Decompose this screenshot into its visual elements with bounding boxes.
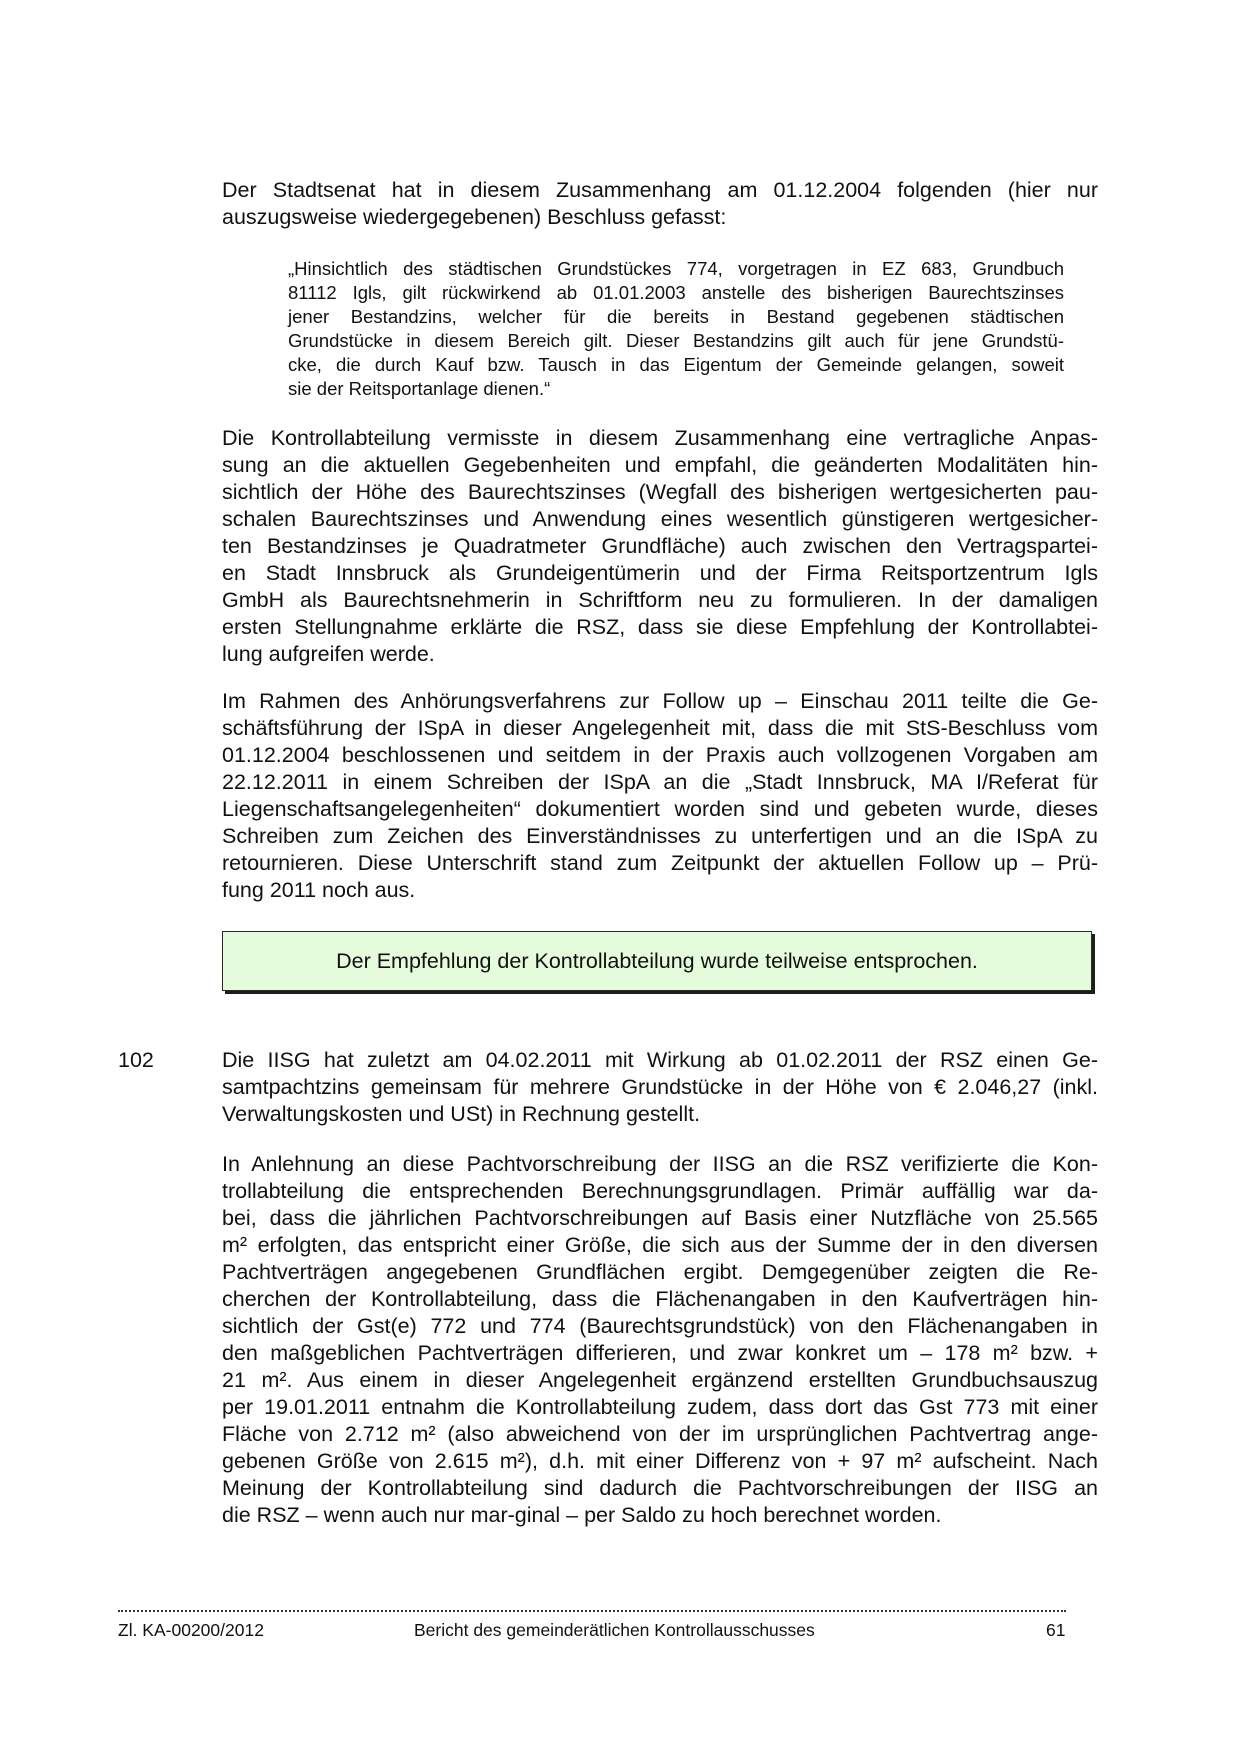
quote-line: jener Bestandzins, welcher für die bereits in Bestand gegebenen städtischen xyxy=(288,306,1064,327)
conclusion-box xyxy=(222,931,1092,991)
text-line: Im Rahmen des Anhörungsverfahrens zur Follow up – Einschau 2011 teilte die Ge- xyxy=(222,689,1098,713)
quote-line: 81112 Igls, gilt rückwirkend ab 01.01.2003 anstelle des bisherigen Baurechtszinses xyxy=(288,282,1064,303)
text-line: Die Kontrollabteilung vermisste in diesem Zusammenhang eine vertragliche Anpas- xyxy=(222,426,1098,450)
text-line: sung an die aktuellen Gegebenheiten und empfahl, die geänderten Modalitäten hin- xyxy=(222,453,1098,477)
text-line: ten Bestandzinses je Quadratmeter Grundfläche) auch zwischen den Vertragspartei- xyxy=(222,534,1098,558)
quote-line: „Hinsichtlich des städtischen Grundstückes 774, vorgetragen in EZ 683, Grundbuch xyxy=(288,258,1064,279)
section-number: 102 xyxy=(118,1048,154,1072)
text-line: In Anlehnung an diese Pachtvorschreibung der IISG an die RSZ verifizierte die Kon- xyxy=(222,1152,1098,1176)
text-line: Schreiben zum Zeichen des Einverständnisses zu unterfertigen und an die ISpA zu xyxy=(222,824,1098,848)
text-line: schalen Baurechtszinses und Anwendung eines wesentlich günstigeren wertgesicher- xyxy=(222,507,1098,531)
text-line: 21 m². Aus einem in dieser Angelegenheit ergänzend erstellten Grundbuchsauszug xyxy=(222,1368,1098,1392)
text-line: gebenen Größe von 2.615 m²), d.h. mit einer Differenz von + 97 m² aufscheint. Nach xyxy=(222,1449,1098,1473)
text-line: per 19.01.2011 entnahm die Kontrollabteilung zudem, dass dort das Gst 773 mit einer xyxy=(222,1395,1098,1419)
text-line: schäftsführung der ISpA in dieser Angelegenheit mit, dass die mit StS-Beschluss vom xyxy=(222,716,1098,740)
footer-report-title: Bericht des gemeinderätlichen Kontrollausschusses xyxy=(414,1620,815,1640)
quote-line: sie der Reitsportanlage dienen.“ xyxy=(288,378,551,399)
text-line: Meinung der Kontrollabteilung sind dadurch die Pachtvorschreibungen der IISG an xyxy=(222,1476,1098,1500)
text-line: Fläche von 2.712 m² (also abweichend von der im ursprünglichen Pachtvertrag ange- xyxy=(222,1422,1098,1446)
quote-line: cke, die durch Kauf bzw. Tausch in das Eigentum der Gemeinde gelangen, soweit xyxy=(288,354,1064,375)
footer-document-id: Zl. KA-00200/2012 xyxy=(118,1620,264,1640)
quote-line: Grundstücke in diesem Bereich gilt. Dieser Bestandzins gilt auch für jene Grundstü- xyxy=(288,330,1064,351)
text-line: fung 2011 noch aus. xyxy=(222,878,416,902)
paragraph-pachtvorschreibung xyxy=(222,1151,1098,1529)
text-line: 22.12.2011 in einem Schreiben der ISpA an die „Stadt Innsbruck, MA I/Referat für xyxy=(222,770,1098,794)
text-line: en Stadt Innsbruck als Grundeigentümerin und der Firma Reitsportzentrum Igls xyxy=(222,561,1098,585)
text-line: bei, dass die jährlichen Pachtvorschreibungen auf Basis einer Nutzfläche von 25.565 xyxy=(222,1206,1098,1230)
text-line: sichtlich der Höhe des Baurechtszinses (Wegfall des bisherigen wertgesicherten pau- xyxy=(222,480,1098,504)
text-line: Der Stadtsenat hat in diesem Zusammenhang am 01.12.2004 folgenden (hier nur xyxy=(222,178,1098,202)
quoted-resolution xyxy=(288,257,1064,401)
paragraph-gesamtpachtzins xyxy=(222,1047,1098,1128)
text-line: m² erfolgten, das entspricht einer Größe, die sich aus der Summe der in den diversen xyxy=(222,1233,1098,1257)
text-line: den maßgeblichen Pachtverträgen differieren, und zwar konkret um – 178 m² bzw. + xyxy=(222,1341,1098,1365)
paragraph-stadtsenat-beschluss xyxy=(222,177,1098,231)
footer-page-number: 61 xyxy=(1046,1620,1066,1640)
text-line: auszugsweise wiedergegebenen) Beschluss gefasst: xyxy=(222,205,727,229)
text-line: Die IISG hat zuletzt am 04.02.2011 mit Wirkung ab 01.02.2011 der RSZ einen Ge- xyxy=(222,1048,1098,1072)
text-line: Verwaltungskosten und USt) in Rechnung gestellt. xyxy=(222,1102,701,1126)
text-line: 01.12.2004 beschlossenen und seitdem in der Praxis auch vollzogenen Vorgaben am xyxy=(222,743,1098,767)
text-line: sichtlich der Gst(e) 772 und 774 (Baurechtsgrundstück) von den Flächenangaben in xyxy=(222,1314,1098,1338)
text-line: trollabteilung die entsprechenden Berechnungsgrundlagen. Primär auffällig war da- xyxy=(222,1179,1098,1203)
text-line: Pachtverträgen angegebenen Grundflächen ergibt. Demgegenüber zeigten die Re- xyxy=(222,1260,1098,1284)
text-line: die RSZ – wenn auch nur mar-ginal – per Saldo zu hoch berechnet worden. xyxy=(222,1503,942,1527)
conclusion-text: Der Empfehlung der Kontrollabteilung wurde teilweise entsprochen. xyxy=(336,948,978,973)
text-line: Liegenschaftsangelegenheiten“ dokumentiert worden sind und gebeten wurde, dieses xyxy=(222,797,1098,821)
text-line: lung aufgreifen werde. xyxy=(222,642,435,666)
paragraph-anhoerungsverfahren xyxy=(222,688,1098,904)
text-line: ersten Stellungnahme erklärte die RSZ, dass sie diese Empfehlung der Kontrollabtei- xyxy=(222,615,1098,639)
paragraph-kontrollabteilung-empfehlung xyxy=(222,425,1098,668)
text-line: samtpachtzins gemeinsam für mehrere Grundstücke in der Höhe von € 2.046,27 (inkl. xyxy=(222,1075,1098,1099)
text-line: retournieren. Diese Unterschrift stand zum Zeitpunkt der aktuellen Follow up – Prü- xyxy=(222,851,1098,875)
text-line: GmbH als Baurechtsnehmerin in Schriftform neu zu formulieren. In der damaligen xyxy=(222,588,1098,612)
text-line: cherchen der Kontrollabteilung, dass die Flächenangaben in den Kaufverträgen hin- xyxy=(222,1287,1098,1311)
footer-dotted-rule xyxy=(118,1610,1066,1612)
